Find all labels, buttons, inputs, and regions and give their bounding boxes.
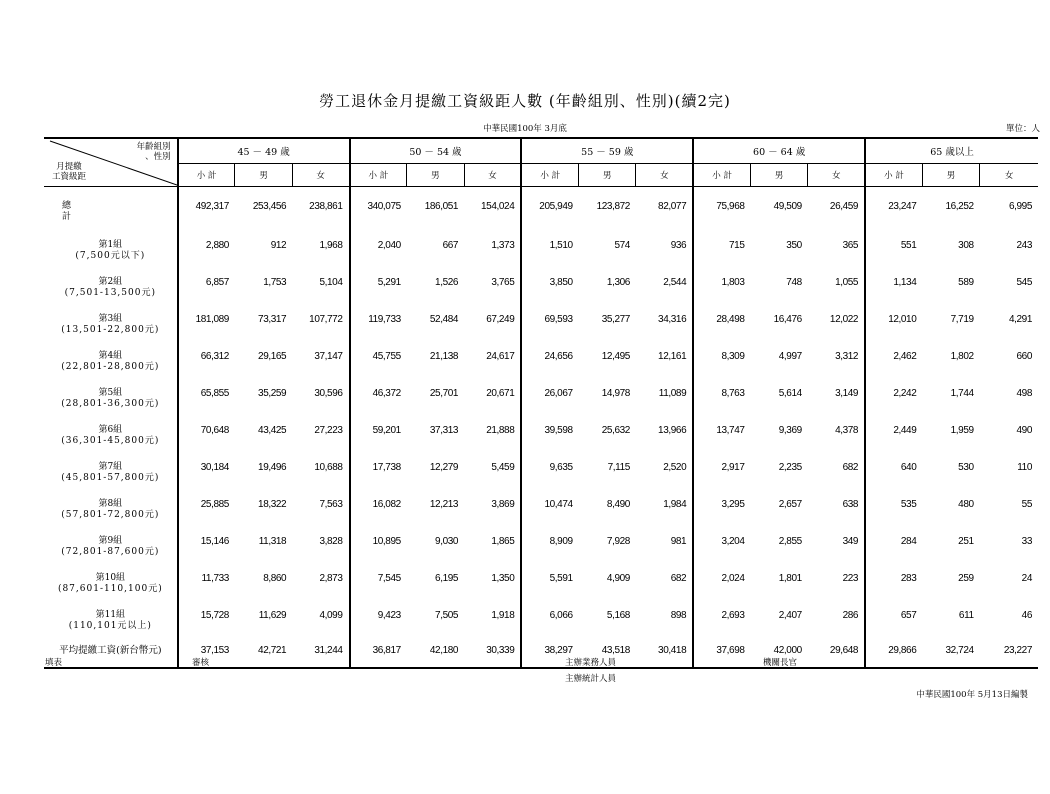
row-label-range: (72,801-87,600元) xyxy=(61,547,160,557)
footer-reviewer: 審核 xyxy=(192,658,210,668)
sex-header-subtotal: 小 計 xyxy=(178,164,235,187)
footer-head: 機關長官 xyxy=(763,658,798,668)
data-cell: 37,147 xyxy=(314,351,343,362)
data-cell: 52,484 xyxy=(429,314,459,325)
data-cell: 82,077 xyxy=(658,201,687,212)
data-cell: 251 xyxy=(958,536,974,547)
data-cell: 7,928 xyxy=(606,536,630,547)
table-row xyxy=(44,272,1038,309)
data-cell: 34,316 xyxy=(658,314,687,325)
sex-header-row xyxy=(44,164,1038,187)
data-cell: 657 xyxy=(865,605,922,642)
row-label xyxy=(44,568,178,605)
data-cell: 3,149 xyxy=(835,388,859,399)
data-cell: 7,505 xyxy=(435,610,459,621)
data-cell: 4,099 xyxy=(319,610,343,621)
data-cell: 21,888 xyxy=(486,425,515,436)
row-label-range: (87,601-110,100元) xyxy=(57,584,163,594)
row-label-range: (7,501-13,500元) xyxy=(64,288,156,298)
sex-header-female: 女 xyxy=(636,164,693,187)
table-row xyxy=(44,383,1038,420)
row-label xyxy=(44,494,178,531)
data-cell: 3,869 xyxy=(491,499,515,510)
row-label xyxy=(44,383,178,420)
data-cell: 25,885 xyxy=(178,494,235,531)
age-group-header: 45 － 49 歲 xyxy=(178,138,350,164)
data-cell: 75,968 xyxy=(693,187,750,236)
data-cell: 660 xyxy=(1016,351,1032,362)
row-label-name: 第3組 xyxy=(98,314,123,324)
data-cell: 1,526 xyxy=(435,277,459,288)
data-cell: 1,350 xyxy=(491,573,515,584)
data-cell: 205,949 xyxy=(521,187,578,236)
data-cell: 912 xyxy=(270,240,287,251)
data-cell: 11,089 xyxy=(658,388,687,399)
data-cell: 10,474 xyxy=(521,494,578,531)
data-cell: 2,242 xyxy=(865,383,922,420)
row-label-name: 第10組 xyxy=(95,573,126,583)
data-cell: 259 xyxy=(958,573,974,584)
data-cell: 43,425 xyxy=(258,425,287,436)
data-cell: 23,247 xyxy=(865,187,922,236)
row-label-range: (22,801-28,800元) xyxy=(61,362,160,372)
row-label-range: (57,801-72,800元) xyxy=(61,510,160,520)
table-row xyxy=(44,420,1038,457)
data-cell: 25,632 xyxy=(601,425,630,436)
data-cell: 42,180 xyxy=(407,642,464,668)
data-cell: 238,861 xyxy=(309,201,343,212)
data-cell: 10,895 xyxy=(350,531,407,568)
table-row xyxy=(44,605,1038,642)
data-cell: 5,614 xyxy=(778,388,802,399)
data-cell: 16,252 xyxy=(945,201,974,212)
data-cell: 1,968 xyxy=(319,240,343,251)
data-cell: 2,462 xyxy=(865,346,922,383)
row-label-name: 第11組 xyxy=(95,610,126,620)
data-cell: 35,277 xyxy=(601,314,630,325)
data-cell: 530 xyxy=(958,462,974,473)
data-cell: 283 xyxy=(865,568,922,605)
row-label-name: 第4組 xyxy=(98,351,123,361)
data-cell: 748 xyxy=(786,277,802,288)
data-cell: 1,801 xyxy=(778,573,802,584)
data-cell: 2,544 xyxy=(663,277,687,288)
age-header-row xyxy=(44,138,1038,164)
data-cell: 42,000 xyxy=(751,642,808,668)
row-label xyxy=(44,605,178,642)
corner-top-label: 年齡組別 、性別 xyxy=(136,142,171,162)
table-row xyxy=(44,531,1038,568)
data-cell: 46,372 xyxy=(350,383,407,420)
data-cell: 5,168 xyxy=(606,610,630,621)
data-cell: 682 xyxy=(842,462,859,473)
data-cell: 66,312 xyxy=(178,346,235,383)
row-label-range: (28,801-36,300元) xyxy=(61,399,160,409)
sex-header-male: 男 xyxy=(407,164,464,187)
data-cell: 8,490 xyxy=(606,499,630,510)
sex-header-male: 男 xyxy=(751,164,808,187)
sex-header-subtotal: 小 計 xyxy=(350,164,407,187)
data-cell: 29,165 xyxy=(258,351,287,362)
data-cell: 2,917 xyxy=(693,457,750,494)
data-cell: 69,593 xyxy=(521,309,578,346)
data-cell: 7,719 xyxy=(950,314,974,325)
data-cell: 19,496 xyxy=(258,462,287,473)
data-cell: 6,857 xyxy=(178,272,235,309)
table-row xyxy=(44,494,1038,531)
corner-header-cell xyxy=(44,138,178,187)
sex-header-subtotal: 小 計 xyxy=(693,164,750,187)
data-cell: 11,733 xyxy=(178,568,235,605)
data-cell: 1,803 xyxy=(693,272,750,309)
data-cell: 2,024 xyxy=(693,568,750,605)
data-cell: 123,872 xyxy=(596,201,630,212)
data-cell: 12,495 xyxy=(601,351,630,362)
data-cell: 6,066 xyxy=(521,605,578,642)
data-cell: 480 xyxy=(958,499,974,510)
data-cell: 12,010 xyxy=(865,309,922,346)
data-cell: 26,067 xyxy=(521,383,578,420)
data-cell: 37,698 xyxy=(693,642,750,668)
row-label xyxy=(44,642,178,668)
data-cell: 1,055 xyxy=(835,277,859,288)
row-label xyxy=(44,531,178,568)
data-cell: 8,309 xyxy=(693,346,750,383)
data-cell: 9,423 xyxy=(350,605,407,642)
date-subtitle: 中華民國100年 3月底 xyxy=(483,124,567,134)
row-label xyxy=(44,309,178,346)
data-cell: 3,765 xyxy=(491,277,515,288)
table-row xyxy=(44,309,1038,346)
data-cell: 1,753 xyxy=(263,277,287,288)
table-row xyxy=(44,568,1038,605)
row-label xyxy=(44,420,178,457)
data-cell: 535 xyxy=(865,494,922,531)
row-label-range: (13,501-22,800元) xyxy=(61,325,160,335)
data-cell: 30,418 xyxy=(636,642,693,668)
sex-header-male: 男 xyxy=(922,164,979,187)
sex-header-male: 男 xyxy=(235,164,292,187)
data-cell: 2,880 xyxy=(178,235,235,272)
footer-business-staff: 主辦業務人員 xyxy=(565,658,617,668)
row-label-name: 第7組 xyxy=(98,462,123,472)
age-group-header: 65 歲以上 xyxy=(865,138,1038,164)
data-cell: 9,369 xyxy=(778,425,802,436)
table-row xyxy=(44,235,1038,272)
data-cell: 24,656 xyxy=(521,346,578,383)
data-cell: 29,648 xyxy=(808,642,865,668)
data-cell: 110 xyxy=(1017,462,1032,473)
data-cell: 1,918 xyxy=(491,610,515,621)
data-cell: 2,873 xyxy=(319,573,343,584)
data-cell: 243 xyxy=(1016,240,1032,251)
data-cell: 223 xyxy=(842,573,859,584)
data-cell: 13,747 xyxy=(693,420,750,457)
data-cell: 154,024 xyxy=(481,201,515,212)
data-cell: 181,089 xyxy=(178,309,235,346)
data-cell: 5,104 xyxy=(319,277,343,288)
data-cell: 7,115 xyxy=(607,462,630,473)
data-cell: 3,204 xyxy=(693,531,750,568)
data-cell: 4,997 xyxy=(778,351,802,362)
data-cell: 8,763 xyxy=(693,383,750,420)
data-cell: 365 xyxy=(842,240,859,251)
sex-header-female: 女 xyxy=(980,164,1038,187)
sex-header-female: 女 xyxy=(464,164,521,187)
data-cell: 4,378 xyxy=(835,425,859,436)
data-cell: 55 xyxy=(1021,499,1032,510)
data-cell: 640 xyxy=(865,457,922,494)
data-cell: 1,373 xyxy=(491,240,515,251)
data-cell: 12,213 xyxy=(429,499,459,510)
data-cell: 16,476 xyxy=(773,314,802,325)
table-row xyxy=(44,346,1038,383)
row-label-range: (7,500元以下) xyxy=(75,251,146,261)
data-cell: 15,146 xyxy=(178,531,235,568)
data-cell: 349 xyxy=(842,536,859,547)
data-cell: 59,201 xyxy=(350,420,407,457)
data-cell: 14,978 xyxy=(601,388,630,399)
row-label-name: 平均提繳工資(新台幣元) xyxy=(59,645,162,656)
data-cell: 37,313 xyxy=(429,425,459,436)
data-cell: 8,860 xyxy=(263,573,287,584)
row-label-name: 第6組 xyxy=(98,425,123,435)
data-cell: 3,828 xyxy=(319,536,343,547)
sex-header-male: 男 xyxy=(579,164,636,187)
data-cell: 4,909 xyxy=(606,573,630,584)
data-cell: 253,456 xyxy=(252,201,287,212)
data-cell: 1,306 xyxy=(606,277,630,288)
data-cell: 38,297 xyxy=(521,642,578,668)
data-cell: 9,635 xyxy=(521,457,578,494)
data-cell: 11,318 xyxy=(258,536,287,547)
data-cell: 12,279 xyxy=(429,462,459,473)
table-row xyxy=(44,457,1038,494)
data-cell: 308 xyxy=(958,240,974,251)
data-cell: 3,312 xyxy=(835,351,859,362)
data-cell: 33 xyxy=(1021,536,1032,547)
data-cell: 29,866 xyxy=(865,642,922,668)
row-label xyxy=(44,457,178,494)
data-cell: 1,744 xyxy=(950,388,974,399)
data-cell: 936 xyxy=(670,240,687,251)
statistics-table xyxy=(44,137,1038,669)
data-cell: 981 xyxy=(670,536,687,547)
data-cell: 12,022 xyxy=(829,314,859,325)
data-cell: 3,295 xyxy=(693,494,750,531)
data-cell: 1,134 xyxy=(865,272,922,309)
footer-stat-staff: 主辦統計人員 xyxy=(565,674,617,684)
data-cell: 1,865 xyxy=(491,536,515,547)
data-cell: 26,459 xyxy=(829,201,859,212)
data-cell: 1,510 xyxy=(521,235,578,272)
data-cell: 21,138 xyxy=(429,351,459,362)
row-label xyxy=(44,235,178,272)
data-cell: 8,909 xyxy=(521,531,578,568)
data-cell: 611 xyxy=(958,610,974,621)
data-cell: 6,995 xyxy=(1008,201,1032,212)
data-cell: 16,082 xyxy=(350,494,407,531)
age-group-header: 50 － 54 歲 xyxy=(350,138,522,164)
sex-header-female: 女 xyxy=(292,164,349,187)
data-cell: 589 xyxy=(958,277,974,288)
data-cell: 45,755 xyxy=(350,346,407,383)
total-row xyxy=(44,187,1038,236)
data-cell: 37,153 xyxy=(178,642,235,668)
data-cell: 49,509 xyxy=(773,201,802,212)
data-cell: 73,317 xyxy=(258,314,287,325)
data-cell: 4,291 xyxy=(1008,314,1032,325)
data-cell: 5,591 xyxy=(521,568,578,605)
data-cell: 12,161 xyxy=(658,351,687,362)
data-cell: 638 xyxy=(842,499,859,510)
data-cell: 24 xyxy=(1021,573,1032,584)
data-cell: 284 xyxy=(865,531,922,568)
data-cell: 24,617 xyxy=(486,351,515,362)
data-cell: 2,520 xyxy=(663,462,687,473)
row-label-name: 第2組 xyxy=(98,277,123,287)
data-cell: 30,184 xyxy=(178,457,235,494)
data-cell: 1,984 xyxy=(663,499,687,510)
data-cell: 30,339 xyxy=(464,642,521,668)
row-label xyxy=(44,346,178,383)
row-label-name: 第5組 xyxy=(98,388,123,398)
data-cell: 490 xyxy=(1016,425,1032,436)
data-cell: 350 xyxy=(786,240,802,251)
page-title: 勞工退休金月提繳工資級距人數 (年齡組別、性別)(續2完) xyxy=(319,92,731,110)
data-cell: 2,407 xyxy=(778,610,802,621)
data-cell: 492,317 xyxy=(178,187,235,236)
data-cell: 2,235 xyxy=(778,462,802,473)
data-cell: 3,850 xyxy=(521,272,578,309)
row-label-range: (36,301-45,800元) xyxy=(61,436,160,446)
data-cell: 2,040 xyxy=(350,235,407,272)
data-cell: 17,738 xyxy=(350,457,407,494)
data-cell: 340,075 xyxy=(350,187,407,236)
data-cell: 36,817 xyxy=(350,642,407,668)
row-label-name: 總 計 xyxy=(62,201,132,222)
data-cell: 5,291 xyxy=(350,272,407,309)
data-cell: 25,701 xyxy=(429,388,459,399)
row-label-name: 第9組 xyxy=(98,536,123,546)
data-cell: 1,959 xyxy=(950,425,974,436)
data-cell: 5,459 xyxy=(491,462,515,473)
data-cell: 18,322 xyxy=(258,499,287,510)
data-cell: 9,030 xyxy=(435,536,459,547)
data-cell: 186,051 xyxy=(424,201,459,212)
data-cell: 15,728 xyxy=(178,605,235,642)
data-cell: 11,629 xyxy=(258,610,287,621)
row-label-name: 第8組 xyxy=(98,499,123,509)
data-cell: 10,688 xyxy=(314,462,343,473)
row-label xyxy=(44,272,178,309)
data-cell: 20,671 xyxy=(486,388,515,399)
data-cell: 39,598 xyxy=(521,420,578,457)
sex-header-female: 女 xyxy=(808,164,865,187)
data-cell: 286 xyxy=(842,610,859,621)
data-cell: 682 xyxy=(670,573,687,584)
footer-date: 中華民國100年 5月13日編製 xyxy=(916,690,1028,700)
data-cell: 70,648 xyxy=(178,420,235,457)
data-cell: 545 xyxy=(1016,277,1032,288)
unit-label: 單位：人 xyxy=(1005,124,1040,134)
data-cell: 574 xyxy=(614,240,630,251)
data-cell: 2,657 xyxy=(778,499,802,510)
data-cell: 23,227 xyxy=(980,642,1038,668)
data-cell: 31,244 xyxy=(292,642,349,668)
sex-header-subtotal: 小 計 xyxy=(521,164,578,187)
data-cell: 1,802 xyxy=(950,351,974,362)
data-cell: 67,249 xyxy=(486,314,515,325)
corner-bottom-label: 月提繳 工資級距 xyxy=(52,162,87,182)
data-cell: 498 xyxy=(1016,388,1032,399)
row-label-range: (45,801-57,800元) xyxy=(61,473,160,483)
data-cell: 32,724 xyxy=(922,642,979,668)
data-cell: 46 xyxy=(1021,610,1032,621)
footer-maker: 填表 xyxy=(45,658,63,668)
data-cell: 2,693 xyxy=(693,605,750,642)
row-label-range: (110,101元以上) xyxy=(68,621,152,631)
row-label xyxy=(44,187,178,236)
sex-header-subtotal: 小 計 xyxy=(865,164,922,187)
data-cell: 551 xyxy=(865,235,922,272)
data-cell: 715 xyxy=(693,235,750,272)
data-cell: 7,545 xyxy=(350,568,407,605)
data-cell: 28,498 xyxy=(693,309,750,346)
age-group-header: 55 － 59 歲 xyxy=(521,138,693,164)
data-cell: 42,721 xyxy=(235,642,292,668)
data-cell: 2,855 xyxy=(778,536,802,547)
data-cell: 898 xyxy=(670,610,687,621)
data-cell: 107,772 xyxy=(309,314,343,325)
data-cell: 2,449 xyxy=(865,420,922,457)
data-cell: 43,518 xyxy=(579,642,636,668)
data-cell: 27,223 xyxy=(314,425,343,436)
data-cell: 13,966 xyxy=(658,425,687,436)
row-label-name: 第1組 xyxy=(98,240,123,250)
data-cell: 35,259 xyxy=(258,388,287,399)
data-cell: 7,563 xyxy=(319,499,343,510)
data-cell: 65,855 xyxy=(178,383,235,420)
data-cell: 30,596 xyxy=(314,388,343,399)
age-group-header: 60 － 64 歲 xyxy=(693,138,865,164)
data-cell: 119,733 xyxy=(350,309,407,346)
data-cell: 667 xyxy=(442,240,459,251)
data-cell: 6,195 xyxy=(435,573,459,584)
